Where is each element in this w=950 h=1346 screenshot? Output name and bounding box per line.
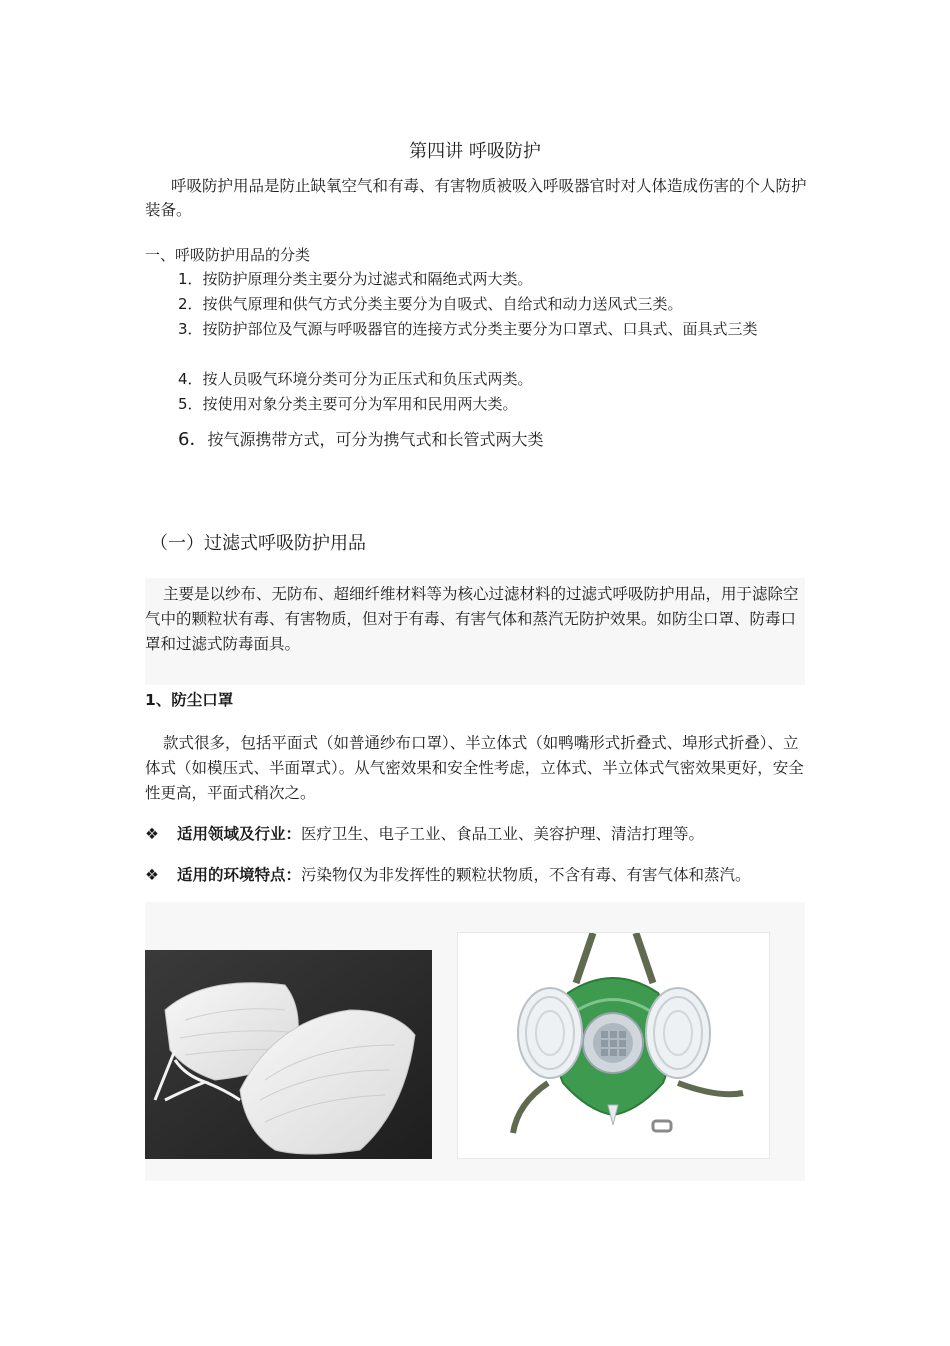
classification-item-4: 4．按人员吸气环境分类可分为正压式和负压式两类。 xyxy=(178,370,533,388)
bullet-text: 医疗卫生、电子工业、食品工业、美容护理、清洁打理等。 xyxy=(301,825,705,843)
respirator-photo xyxy=(457,932,770,1159)
bullet-label: 适用领域及行业： xyxy=(177,825,302,843)
diamond-bullet-icon: ❖ xyxy=(145,825,159,843)
diamond-bullet-icon: ❖ xyxy=(145,866,159,884)
gauze-mask-photo xyxy=(145,950,432,1159)
classification-item-6-number: 6． xyxy=(178,429,208,450)
bullet-label: 适用的环境特点： xyxy=(177,866,302,884)
filter-section-heading: （一）过滤式呼吸防护用品 xyxy=(150,533,366,554)
classification-item-2: 2．按供气原理和供气方式分类主要分为自吸式、自给式和动力送风式三类。 xyxy=(178,295,683,313)
bullet-environment xyxy=(145,863,751,885)
dust-mask-heading: 1、防尘口罩 xyxy=(145,691,234,709)
dust-mask-paragraph: 款式很多，包括平面式（如普通纱布口罩）、半立体式（如鸭嘴形式折叠式、埠形式折叠）、立体式（如模压式、半面罩式）。从气密效果和安全性考虑，立体式、半立体式气密效果更好，安全性更高，平面式稍次之。 xyxy=(145,734,804,802)
classification-item-1: 1．按防护原理分类主要分为过滤式和隔绝式两大类。 xyxy=(178,270,533,288)
intro-paragraph: 呼吸防护用品是防止缺氧空气和有毒、有害物质被吸入呼吸器官时对人体造成伤害的个人防护装备。 xyxy=(145,177,807,219)
classification-item-5: 5．按使用对象分类主要可分为军用和民用两大类。 xyxy=(178,395,518,413)
filter-section-paragraph: 主要是以纱布、无防布、超细纤维材料等为核心过滤材料的过滤式呼吸防护用品，用于滤除空气中的颗粒状有毒、有害物质，但对于有毒、有害气体和蒸汽无防护效果。如防尘口罩、防毒口罩和过滤式防毒面具。 xyxy=(145,585,799,653)
classification-heading: 一、呼吸防护用品的分类 xyxy=(145,246,311,264)
bullet-text: 污染物仅为非发挥性的颗粒状物质，不含有毒、有害气体和蒸汽。 xyxy=(301,866,751,884)
classification-item-6-text: 按气源携带方式，可分为携气式和长管式两大类 xyxy=(207,430,544,449)
classification-item-6 xyxy=(178,429,543,451)
page-title: 第四讲 呼吸防护 xyxy=(409,141,541,162)
bullet-application-fields xyxy=(145,822,704,844)
classification-item-3: 3．按防护部位及气源与呼吸器官的连接方式分类主要分为口罩式、口具式、面具式三类 xyxy=(178,320,758,338)
